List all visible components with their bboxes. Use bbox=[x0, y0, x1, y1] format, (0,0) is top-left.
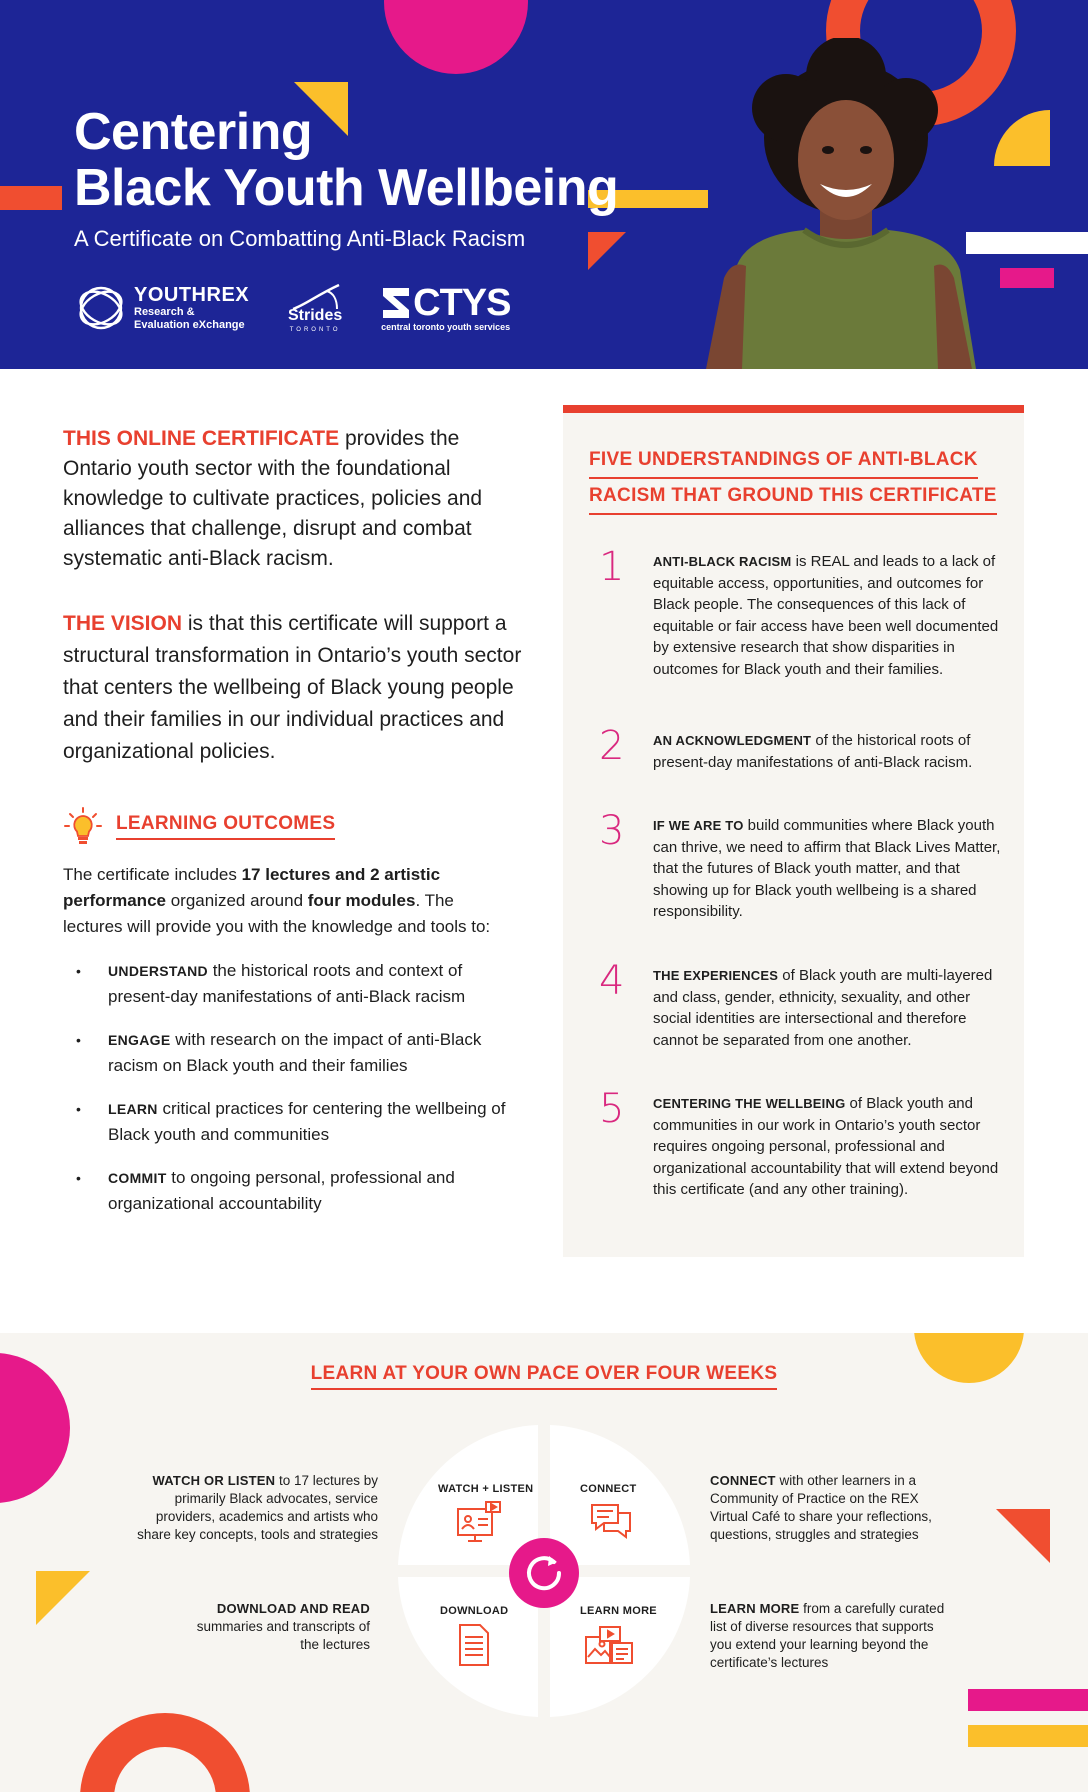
document-icon bbox=[456, 1623, 492, 1667]
understanding-number: 2 bbox=[599, 723, 625, 769]
hero-banner bbox=[0, 0, 1088, 369]
list-item bbox=[76, 1096, 526, 1148]
learn-more-description bbox=[710, 1600, 946, 1672]
fu-title-line-1: FIVE UNDERSTANDINGS OF ANTI-BLACK bbox=[589, 443, 978, 479]
watch-description bbox=[130, 1472, 378, 1544]
understanding-number: 3 bbox=[599, 808, 625, 854]
red-bar-left bbox=[0, 186, 62, 210]
understanding-keyword: CENTERING THE WELLBEING bbox=[653, 1096, 846, 1111]
list-item-text: the historical roots and context of present-day manifestations of anti-Black racism bbox=[108, 961, 466, 1006]
connect-description bbox=[710, 1472, 946, 1544]
download-keyword: DOWNLOAD AND READ bbox=[216, 1601, 370, 1616]
lo-intro-c: organized around bbox=[165, 891, 308, 910]
understanding-body: of Black youth and communities in our work in Ontario’s youth sector requires ongoing personal, professional and organizational accountability that will extend beyond this certificate (and any other training). bbox=[653, 1095, 999, 1198]
red-triangle-right bbox=[996, 1509, 1050, 1563]
vision-paragraph bbox=[63, 608, 523, 768]
quadrant-label-watch: WATCH + LISTEN bbox=[438, 1483, 534, 1495]
lo-intro-d: four modules bbox=[307, 891, 416, 910]
learning-outcomes-header bbox=[64, 806, 335, 846]
understanding-item-5 bbox=[599, 1086, 1009, 1201]
understanding-text bbox=[653, 965, 1009, 1051]
youthrex-rings-icon bbox=[76, 283, 126, 333]
list-item-text: to ongoing personal, professional and organizational accountability bbox=[108, 1168, 455, 1213]
pace-title-text: LEARN AT YOUR OWN PACE OVER FOUR WEEKS bbox=[311, 1363, 778, 1390]
list-item-keyword: UNDERSTAND bbox=[108, 963, 208, 979]
lightbulb-icon bbox=[64, 806, 102, 846]
understanding-number: 5 bbox=[599, 1086, 625, 1132]
list-item-keyword: COMMIT bbox=[108, 1170, 167, 1186]
understanding-keyword: AN ACKNOWLEDGMENT bbox=[653, 733, 812, 748]
download-text: summaries and transcripts of the lectures bbox=[196, 1619, 370, 1652]
youthrex-name: YOUTHREX bbox=[134, 284, 250, 306]
partner-logos bbox=[76, 278, 510, 338]
lo-intro-a: The certificate includes bbox=[63, 865, 242, 884]
learn-more-text: from a carefully curated list of diverse resources that supports you extend your learning beyond the certificate’s lectures bbox=[710, 1601, 945, 1670]
understanding-body: of Black youth are multi-layered and class, gender, ethnicity, sexuality, and other social identities are intersectional and therefore cannot be separated from one another. bbox=[653, 967, 993, 1049]
refresh-cycle-icon bbox=[509, 1538, 579, 1608]
title-line-2: Black Youth Wellbeing bbox=[74, 159, 619, 217]
understanding-keyword: IF WE ARE TO bbox=[653, 818, 744, 833]
media-files-icon bbox=[584, 1623, 634, 1667]
connect-text: with other learners in a Community of Practice on the REX Virtual Café to share your reflections, questions, struggles and strategies bbox=[710, 1473, 932, 1542]
understanding-keyword: THE EXPERIENCES bbox=[653, 968, 779, 983]
youthrex-logo bbox=[76, 283, 249, 333]
understanding-body: of the historical roots of present-day manifestations of anti-Black racism. bbox=[653, 732, 973, 771]
pace-title bbox=[0, 1363, 1088, 1385]
list-item-text: critical practices for centering the wellbeing of Black youth and communities bbox=[108, 1099, 506, 1144]
understanding-body: is REAL and leads to a lack of equitable access, opportunities, and outcomes for Black people. The consequences of this lack of equitable or fair access have been well documented by extensive research that show disparities in outcomes for Black youth and their families. bbox=[653, 553, 999, 678]
yellow-triangle-left bbox=[36, 1571, 90, 1625]
learning-outcomes-intro bbox=[63, 862, 513, 940]
title-line-1: Centering bbox=[74, 103, 313, 161]
ctys-tag: central toronto youth services bbox=[381, 322, 511, 332]
chat-bubbles-icon bbox=[588, 1501, 632, 1543]
quadrant-label-connect: CONNECT bbox=[580, 1483, 637, 1495]
quadrant-label-download: DOWNLOAD bbox=[440, 1605, 509, 1617]
strides-tag: TORONTO bbox=[289, 327, 341, 333]
yellow-quarter bbox=[994, 110, 1050, 166]
understanding-number: 4 bbox=[599, 958, 625, 1004]
understanding-item-3 bbox=[599, 808, 1009, 923]
understanding-item-1 bbox=[599, 544, 1009, 680]
understanding-text bbox=[653, 815, 1009, 923]
understanding-item-4 bbox=[599, 958, 1009, 1051]
page-subtitle: A Certificate on Combatting Anti-Black Racism bbox=[74, 226, 526, 251]
page-title bbox=[74, 104, 618, 216]
ctys-name: CTYS bbox=[413, 282, 511, 324]
ctys-logo bbox=[379, 284, 510, 332]
download-description bbox=[180, 1600, 370, 1654]
strides-logo bbox=[287, 283, 343, 333]
list-item-keyword: ENGAGE bbox=[108, 1032, 171, 1048]
strides-name: Strides bbox=[288, 307, 343, 324]
cycle-center-badge bbox=[509, 1538, 579, 1608]
intro-lead: THIS ONLINE CERTIFICATE bbox=[63, 427, 340, 450]
understanding-number: 1 bbox=[599, 544, 625, 590]
vision-text: is that this certificate will support a structural transformation in Ontario’s youth sector that centers the wellbeing of Black young people and their families in our individual practices and organizational policies. bbox=[63, 612, 522, 763]
yellow-bar-bottom bbox=[968, 1725, 1088, 1747]
youthrex-tag-1: Research & bbox=[134, 306, 195, 318]
red-ring-bottom bbox=[80, 1713, 250, 1792]
pink-bar-bottom bbox=[968, 1689, 1088, 1711]
watch-text: to 17 lectures by primarily Black advocates, service providers, academics and artists who share key concepts, tools and strategies bbox=[137, 1473, 378, 1542]
portrait-photo bbox=[686, 38, 992, 369]
learning-outcomes-list bbox=[76, 958, 526, 1234]
intro-text: provides the Ontario youth sector with the foundational knowledge to cultivate practices, policies and alliances that challenge, disrupt and combat systematic anti-Black racism. bbox=[63, 427, 483, 570]
fu-title-line-2: RACISM THAT GROUND THIS CERTIFICATE bbox=[589, 479, 997, 515]
learning-outcomes-title: LEARNING OUTCOMES bbox=[116, 813, 335, 840]
pink-half-circle bbox=[384, 0, 528, 74]
youthrex-tag-2: Evaluation eXchange bbox=[134, 319, 245, 331]
lo-intro-b: 17 lectures and 2 artistic performance bbox=[63, 865, 441, 910]
understanding-text bbox=[653, 1093, 1009, 1201]
connect-keyword: CONNECT bbox=[710, 1473, 776, 1488]
pink-stripe bbox=[1000, 268, 1054, 288]
five-understandings-panel bbox=[563, 405, 1024, 1257]
list-item-text: with research on the impact of anti-Black racism on Black youth and their families bbox=[108, 1030, 482, 1075]
red-triangle bbox=[588, 232, 626, 270]
list-item-keyword: LEARN bbox=[108, 1101, 158, 1117]
understanding-text bbox=[653, 730, 1009, 773]
understanding-body: build communities where Black youth can thrive, we need to affirm that Black Lives Matter, that the futures of Black youth matter, and that showing up for Black youth wellbeing is a shared responsibility. bbox=[653, 817, 1001, 920]
vision-lead: THE VISION bbox=[63, 612, 183, 635]
pace-section bbox=[0, 1333, 1088, 1792]
watch-keyword: WATCH OR LISTEN bbox=[152, 1473, 276, 1488]
ctys-mark-icon bbox=[379, 284, 413, 322]
quadrant-label-learn-more: LEARN MORE bbox=[580, 1605, 657, 1617]
presentation-icon bbox=[456, 1501, 502, 1543]
list-item bbox=[76, 1027, 526, 1079]
learn-more-keyword: LEARN MORE bbox=[710, 1601, 800, 1616]
understanding-text bbox=[653, 551, 1009, 680]
understanding-keyword: ANTI-BLACK RACISM bbox=[653, 554, 792, 569]
lo-intro-e: . The lectures will provide you with the knowledge and tools to: bbox=[63, 891, 491, 936]
list-item bbox=[76, 958, 526, 1010]
understanding-item-2 bbox=[599, 723, 1009, 773]
list-item bbox=[76, 1165, 526, 1217]
intro-paragraph bbox=[63, 424, 513, 574]
five-understandings-title bbox=[589, 443, 997, 515]
